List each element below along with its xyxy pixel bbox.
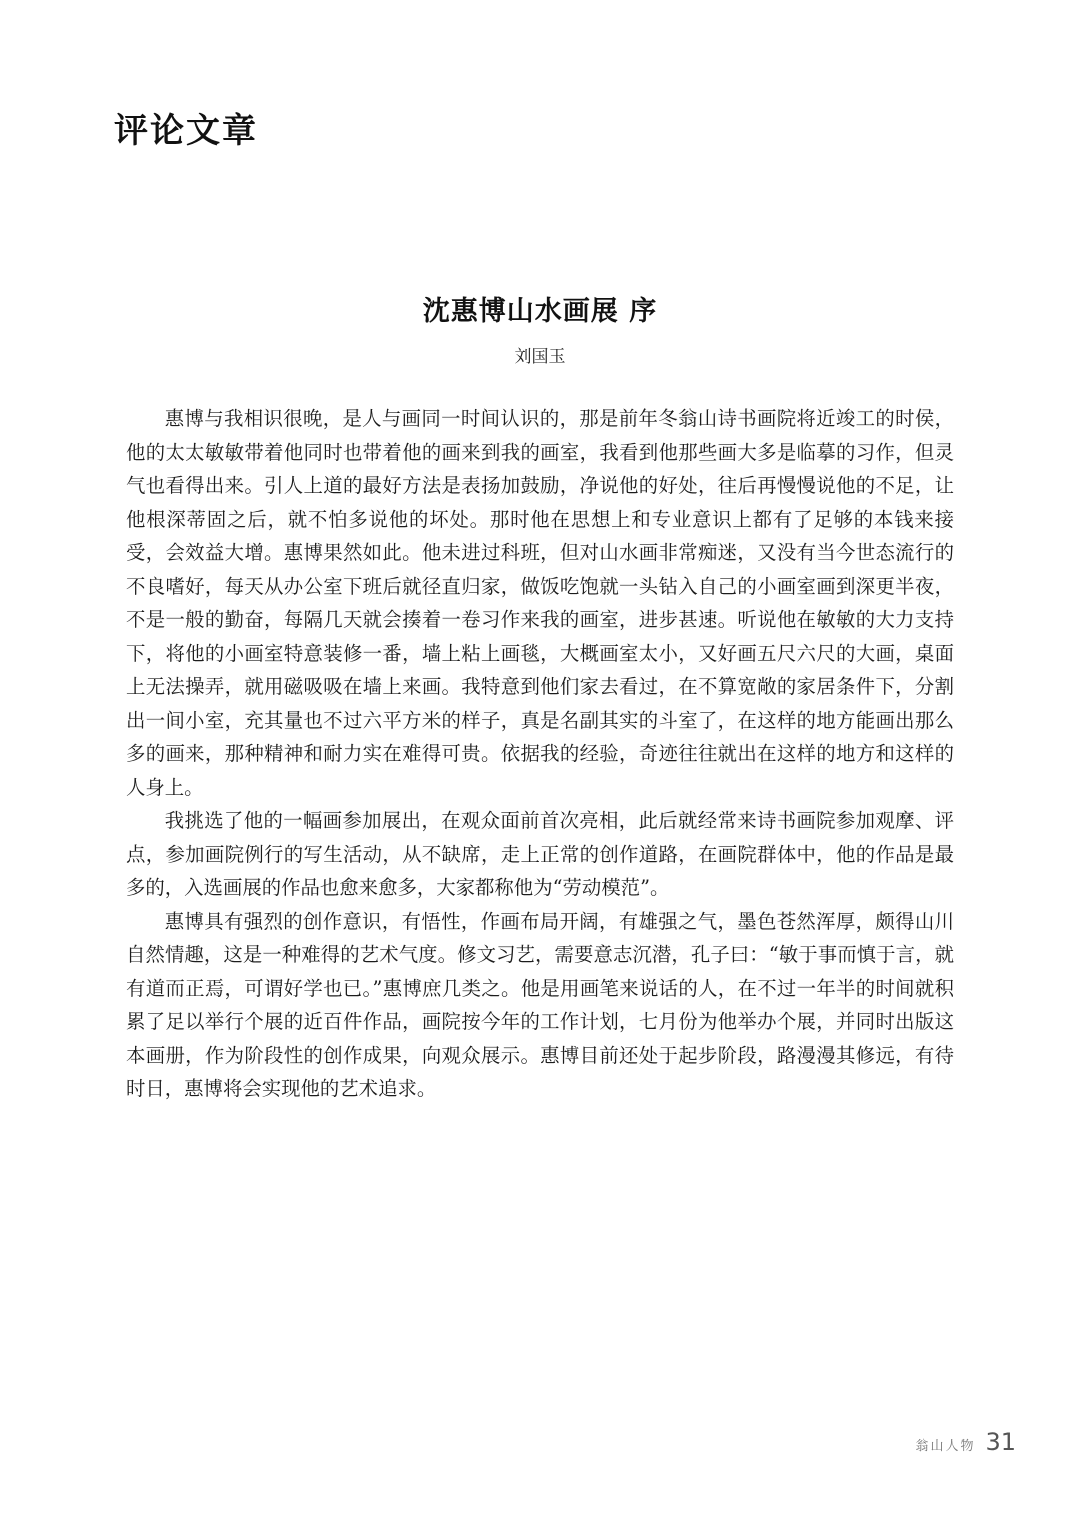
section-title: 评论文章 [114,111,258,151]
publication-label: 翁山人物 [915,1439,976,1454]
paragraph-1: 惠博与我相识很晚，是人与画同一时间认识的，那是前年冬翁山诗书画院将近竣工的时侯，他的太太敏敏带着他同时也带着他的画来到我的画室，我看到他那些画大多是临摹的习作，但灵气也看得出来。引人上道的最好方法是表扬加鼓励，净说他的好处，往后再慢慢说他的不足，让他根深蒂固之后，就不怕多说他的坏处。那时他在思想上和专业意识上都有了足够的本钱来接受，会效益大增。惠博果然如此。他未进过科班，但对山水画非常痴迷，又没有当今世态流行的不良嗜好，每天从办公室下班后就径直归家，做饭吃饱就一头钻入自己的小画室画到深更半夜，不是一般的勤奋，每隔几天就会揍着一卷习作来我的画室，进步甚速。听说他在敏敏的大力支持下，将他的小画室特意装修一番，墙上粘上画毯，大概画室太小，又好画五尺六尺的大画，桌面上无法操弄，就用磁吸吸在墙上来画。我特意到他们家去看过，在不算宽敞的家居条件下，分割出一间小室，充其量也不过六平方米的样子，真是名副其实的斗室了，在这样的地方能画出那么多的画来，那种精神和耐力实在难得可贵。依据我的经验，奇迹往往就出在这样的地方和这样的人身上。 [126,407,954,799]
paragraph-3: 惠博具有强烈的创作意识，有悟性，作画布局开阔，有雄强之气，墨色苍然浑厚，颇得山川自然情趣，这是一种难得的艺术气度。修文习艺，需要意志沉潜，孔子曰：“敏于事而慎于言，就有道而正焉，可谓好学也已。”惠博庶几类之。他是用画笔来说话的人，在不过一年半的时间就积累了足以举行个展的近百件作品，画院按今年的工作计划，七月份为他举办个展，并同时出版这本画册，作为阶段性的创作成果，向观众展示。惠博目前还处于起步阶段，路漫漫其修远，有待时日，惠博将会实现他的艺术追求。 [126,909,954,1100]
article-title: 沈惠博山水画展 序 [422,296,658,327]
page-number: 31 [985,1428,1016,1456]
article-body [126,402,954,1106]
article-author: 刘国玉 [514,347,566,367]
page-footer [915,1428,1016,1468]
paragraph-2: 我挑选了他的一幅画参加展出，在观众面前首次亮相，此后就经常来诗书画院参加观摩、评点，参加画院例行的写生活动，从不缺席，走上正常的创作道路，在画院群体中，他的作品是最多的，入选画展的作品也愈来愈多，大家都称他为“劳动模范”。 [126,809,954,899]
